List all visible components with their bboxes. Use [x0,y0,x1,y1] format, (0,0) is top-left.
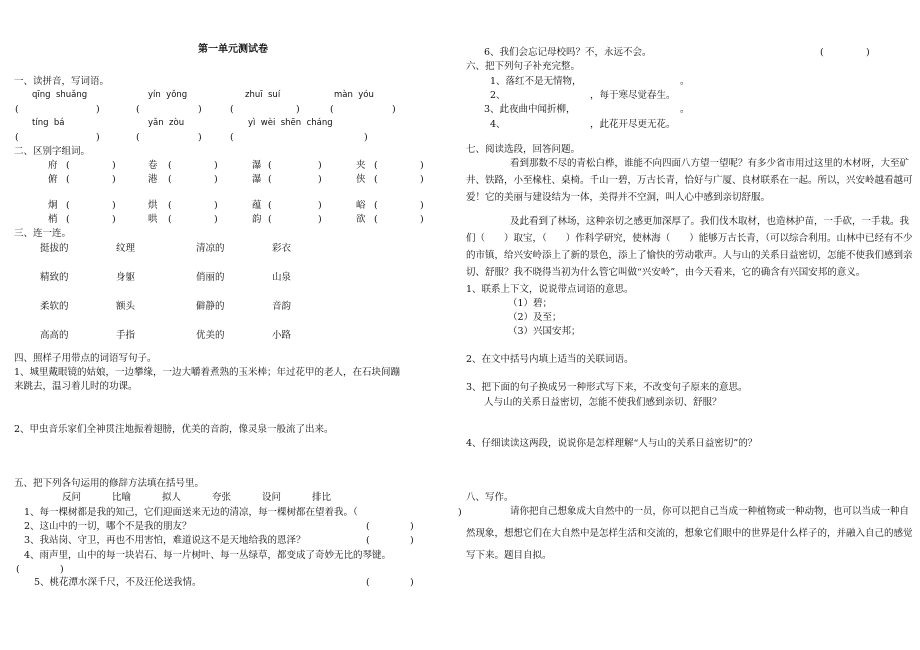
pinyin-qing-shuang: qīng shuǎng [32,90,88,100]
s4-question-1: 1、城里戴眼镜的姑娘，一边攀缘，一边大嚼着煮熟的玉米棒；年过花甲的老人，在石块间蹦 [14,367,401,378]
answer-blank[interactable]: ) [214,160,218,171]
s5-question-3: 3、我站岗、守卫，再也不用害怕，难道说这不是天地给我的恩泽？ [24,535,306,546]
pinyin-yan-zou: yǎn zòu [148,118,185,128]
answer-blank[interactable]: ( [168,214,172,225]
answer-blank[interactable]: ( [820,47,824,58]
rhetoric-option: 比喻 [112,492,132,503]
s7-question-1: 1、联系上下文，说说带点词语的意思。 [466,284,634,295]
match-word[interactable]: 身躯 [116,272,136,283]
answer-blank[interactable]: ) [198,104,202,115]
answer-blank[interactable]: ) [112,160,116,171]
reading-paragraph-1: 看到那数不尽的青松白桦，谁能不向四面八方望一望呢？有多少省市用过这里的木材呀，大至矿井、铁路，小至椽柱、桌椅。千山一碧，万古长青，恰好与广厦、良材联系在一起。所以，兴安岭越看越可爱！它的美丽与建设结为一体，美得并不空洞，叫人心中感到亲切舒服。 [466,158,913,203]
rhetoric-option: 拟人 [162,492,182,503]
s7-question-3: 3、把下面的句子换成另一种形式写下来，不改变句子原来的意思。 [466,382,748,393]
answer-blank[interactable]: ) [318,174,322,185]
page-title: 第一单元测试卷 [198,44,268,55]
answer-blank[interactable]: ) [392,104,396,115]
answer-blank[interactable]: ) [112,174,116,185]
s7-question-1a: （1）碧； [508,298,553,309]
answer-blank[interactable]: ( [366,535,370,546]
match-word[interactable]: 小路 [272,330,292,341]
answer-blank[interactable]: ( [136,132,140,143]
match-word[interactable]: 僻静的 [196,301,225,312]
answer-blank[interactable]: ( [15,132,19,143]
char-jia: 夹 [356,160,366,171]
answer-blank[interactable]: ) [318,200,322,211]
answer-blank[interactable]: ) [96,104,100,115]
answer-blank[interactable]: ( [374,214,378,225]
answer-blank[interactable]: ) [296,104,300,115]
answer-blank[interactable]: ( [268,214,272,225]
s6-item-4: 4、 [490,119,506,130]
answer-blank[interactable]: ( [374,174,378,185]
s7-question-1b: （2）及至； [508,312,562,323]
char-xia: 侠 [356,174,366,185]
match-word[interactable]: 音韵 [272,301,292,312]
answer-blank[interactable]: ( [16,564,20,575]
s7-question-3-sentence: 人与山的关系日益密切，怎能不使我们感到亲切、舒服？ [484,397,722,408]
rhetoric-option: 排比 [312,492,332,503]
answer-blank[interactable]: ( [330,104,334,115]
s5-question-2: 2、这山中的一切，哪个不是我的朋友？ [24,521,192,532]
char-jiong: 炯 [48,200,58,211]
pinyin-ting-ba: tíng bá [32,118,65,128]
s5-question-6: 6、我们会忘记母校吗？不，永远不会。 [484,47,652,58]
char-fu: 府 [48,160,58,171]
answer-blank[interactable]: ( [15,104,19,115]
rhetoric-option: 设问 [262,492,282,503]
section-3-heading: 三、连一连。 [14,228,72,239]
char-hong: 烘 [148,200,158,211]
answer-blank[interactable]: ) [420,200,424,211]
char-yun: 蕴 [252,200,262,211]
pinyin-yi-wei-shen-chang: yì wèi shēn cháng [248,118,333,128]
answer-blank[interactable]: ( [136,104,140,115]
match-word[interactable]: 手指 [116,330,136,341]
char-yu: 峪 [356,200,366,211]
answer-blank[interactable]: ) [60,564,64,575]
char-pu: 瀑 [252,174,262,185]
match-word[interactable]: 优美的 [196,330,225,341]
section-8-heading: 八、写作。 [466,492,514,503]
answer-blank[interactable]: ) [318,160,322,171]
s6-item-1: 1、落红不是无情物， [490,76,582,87]
char-yun2: 韵 [252,214,262,225]
answer-blank[interactable]: ( [168,160,172,171]
match-word[interactable]: 精致的 [40,272,69,283]
match-word[interactable]: 柔软的 [40,301,69,312]
char-shao: 梢 [48,214,58,225]
answer-blank[interactable]: ) [112,200,116,211]
s5-question-5: 5、桃花潭水深千尺，不及汪伦送我情。 [34,577,202,588]
answer-blank[interactable]: ) [112,214,116,225]
pinyin-zhui-sui: zhuī suí [245,90,281,100]
pinyin-yin-yong: yín yǒng [148,90,188,100]
char-yu2: 欲 [356,214,366,225]
match-word[interactable]: 纹理 [116,243,136,254]
answer-blank[interactable]: ( [66,160,70,171]
answer-blank[interactable]: ) [214,200,218,211]
pinyin-man-you: màn yóu [334,90,374,100]
writing-prompt: 请你把自己想象成大自然中的一员，你可以把自己当成一种植物或一种动物，也可以当成一种自然现象，想想它们在大自然中是怎样生活和交流的，想象它们眼中的世界是什么样子的，并融入自己的感觉写下来。题目自拟。 [466,506,913,561]
char-gang: 港 [148,174,158,185]
s6-item-2-rest: ，每于寒尽觉春生。 [590,90,676,101]
s6-item-2: 2、 [490,90,506,101]
s4-question-2: 2、甲虫音乐家们全神贯注地振着翅膀，优美的音韵，像灵泉一般流了出来。 [14,424,334,435]
s5-question-4: 4、雨声里，山中的每一块岩石、每一片树叶、每一丛绿草，都变成了奇妙无比的琴键。 [24,550,392,561]
s7-question-1c: （3）兴国安邦； [508,326,581,337]
section-1-heading: 一、读拼音，写词语。 [14,76,110,87]
answer-blank[interactable]: ( [230,132,234,143]
answer-blank[interactable]: ( [268,174,272,185]
reading-paragraph-2: 及此看到了林场，这种亲切之感更加深厚了。我们伐木取材，也造林护苗，一手砍，一手栽。我们（ ）取宝，（ ）作科学研究，使林海（ ）能够万古长青，（可以综合利用。山林中已经有不少的市镇，给兴安岭添上了新的景色，添上了愉快的劳动歌声。人与山的关系日益密切，怎能不使我们感到亲切、舒服？我不晓得当初为什么管它叫做“兴安岭”，由今天看来，它的确含有兴国安邦的意义。 [466,216,913,278]
answer-blank[interactable]: ( [366,521,370,532]
section-7-heading: 七、阅读选段，回答问题。 [466,144,581,155]
match-word[interactable]: 挺拔的 [40,243,69,254]
answer-blank[interactable]: ( [66,214,70,225]
answer-blank[interactable]: ) [866,47,870,58]
answer-blank[interactable]: ) [214,214,218,225]
s6-item-3: 3、此夜曲中闻折柳， [484,104,576,115]
answer-blank[interactable]: ( [268,200,272,211]
answer-blank[interactable]: ( [374,160,378,171]
char-fu2: 俯 [48,174,58,185]
answer-blank[interactable]: ) [214,174,218,185]
match-word[interactable]: 山泉 [272,272,292,283]
match-word[interactable]: 彩衣 [272,243,292,254]
s6-item-3-end: 。 [680,104,690,115]
s6-item-4-rest: ，此花开尽更无花。 [590,119,676,130]
char-bao: 瀑 [252,160,262,171]
match-word[interactable]: 俏丽的 [196,272,225,283]
match-word[interactable]: 高高的 [40,330,69,341]
section-2-heading: 二、区别字组词。 [14,146,91,157]
answer-blank[interactable]: ) [318,214,322,225]
rhetoric-option: 夸张 [212,492,232,503]
answer-blank[interactable]: ( [366,577,370,588]
s5-question-1: 1、每一棵树都是我的知己，它们迎面送来无边的清凉，每一棵树都在望着我。（ [24,507,358,518]
answer-blank[interactable]: ( [230,104,234,115]
answer-blank[interactable]: ) [198,132,202,143]
answer-blank[interactable]: ) [420,160,424,171]
section-5-heading: 五、把下列各句运用的修辞方法填在括号里。 [14,478,205,489]
answer-blank[interactable]: ) [364,132,368,143]
char-hong2: 哄 [148,214,158,225]
answer-blank[interactable]: ( [168,174,172,185]
rhetoric-option: 反问 [62,492,82,503]
answer-blank[interactable]: ) [420,174,424,185]
answer-blank[interactable]: ) [96,132,100,143]
answer-blank[interactable]: ) [410,521,414,532]
answer-blank[interactable]: ( [374,200,378,211]
s4-question-1-cont: 来跳去，温习着儿时的功课。 [14,381,138,392]
answer-blank[interactable]: ( [168,200,172,211]
answer-blank[interactable]: ( [268,160,272,171]
s6-item-1-end: 。 [680,76,690,87]
answer-blank[interactable]: ) [420,214,424,225]
answer-blank[interactable]: ) [410,535,414,546]
section-6-heading: 六、把下列句子补充完整。 [466,61,581,72]
match-word[interactable]: 额头 [116,301,136,312]
answer-blank[interactable]: ( [66,200,70,211]
match-word[interactable]: 清凉的 [196,243,225,254]
answer-blank[interactable]: ) [410,577,414,588]
section-4-heading: 四、照样子用带点的词语写句子。 [14,353,157,364]
answer-blank[interactable]: ( [66,174,70,185]
s7-question-2: 2、在文中括号内填上适当的关联词语。 [466,354,634,365]
answer-blank[interactable]: ) [458,507,462,518]
s7-question-4: 4、仔细读读这两段，说说你是怎样理解“人与山的关系日益密切”的？ [466,438,758,449]
char-juan: 卷 [148,160,158,171]
